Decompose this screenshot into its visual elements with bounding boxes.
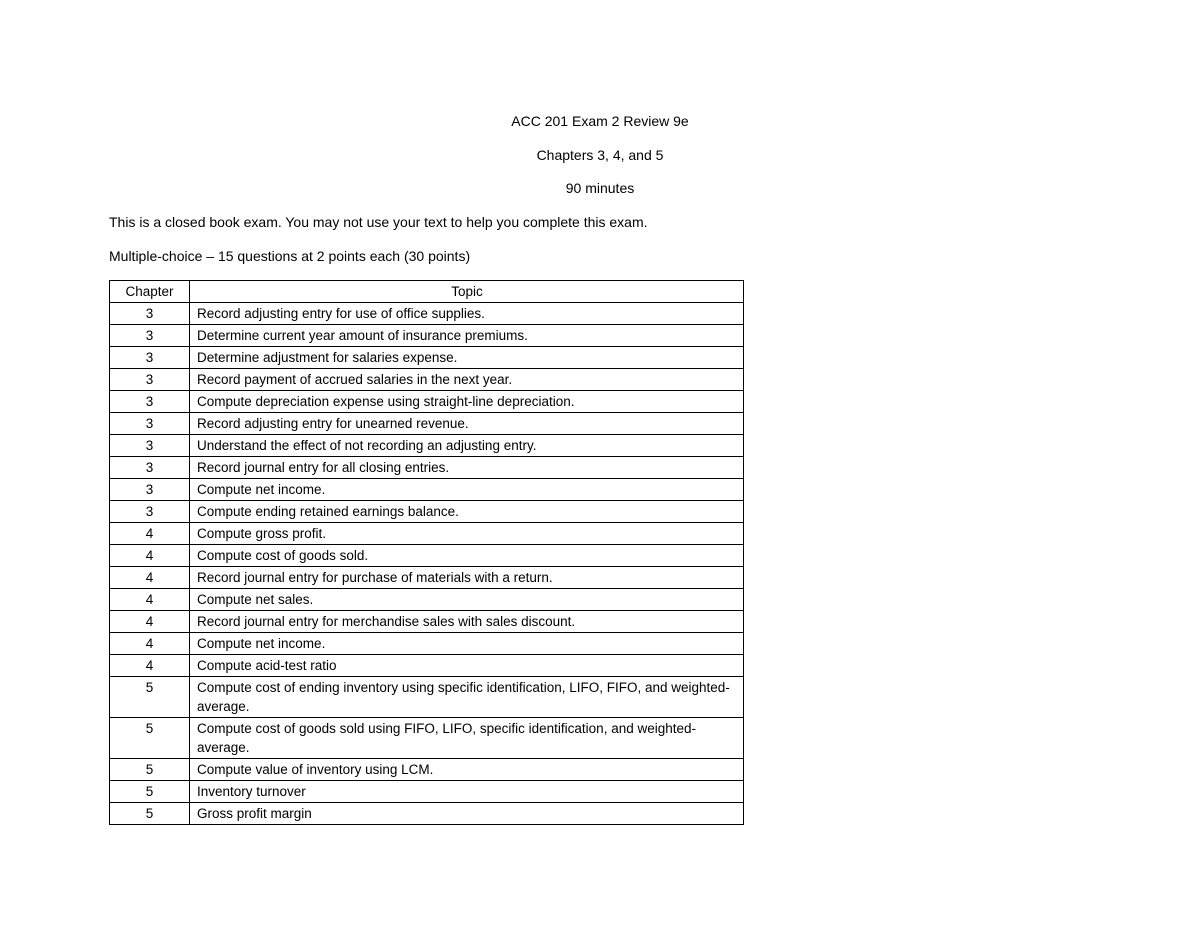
- topic-cell: Compute cost of goods sold using FIFO, LIFO, specific identification, and weighted-average.: [190, 718, 744, 759]
- chapter-cell: 4: [110, 545, 190, 567]
- topic-cell: Compute cost of goods sold.: [190, 545, 744, 567]
- table-row: [110, 347, 744, 369]
- table-row: [110, 413, 744, 435]
- topic-cell: Record journal entry for purchase of materials with a return.: [190, 567, 744, 589]
- table-row: [110, 435, 744, 457]
- document-title: ACC 201 Exam 2 Review 9e: [511, 113, 689, 129]
- topic-cell: Record journal entry for merchandise sales with sales discount.: [190, 611, 744, 633]
- table-row: [110, 781, 744, 803]
- topic-cell: Compute net sales.: [190, 589, 744, 611]
- table-row: [110, 479, 744, 501]
- chapter-cell: 5: [110, 677, 190, 718]
- chapter-cell: 5: [110, 803, 190, 825]
- table-row: [110, 325, 744, 347]
- table-row: [110, 457, 744, 479]
- topic-cell: Compute value of inventory using LCM.: [190, 759, 744, 781]
- topic-cell: Compute acid-test ratio: [190, 655, 744, 677]
- chapter-cell: 4: [110, 611, 190, 633]
- table-row: [110, 633, 744, 655]
- topic-cell: Understand the effect of not recording an adjusting entry.: [190, 435, 744, 457]
- chapter-cell: 4: [110, 655, 190, 677]
- topic-cell: Record adjusting entry for use of office supplies.: [190, 303, 744, 325]
- topic-cell: Compute ending retained earnings balance.: [190, 501, 744, 523]
- table-row: [110, 759, 744, 781]
- topics-table-body: [110, 303, 744, 825]
- table-row: [110, 545, 744, 567]
- chapters-subtitle: Chapters 3, 4, and 5: [536, 147, 664, 163]
- topic-cell: Compute net income.: [190, 633, 744, 655]
- exam-instructions: This is a closed book exam. You may not use your text to help you complete this exam.: [109, 214, 648, 230]
- chapter-cell: 4: [110, 633, 190, 655]
- chapter-cell: 3: [110, 369, 190, 391]
- chapter-column-header: Chapter: [110, 281, 190, 303]
- table-row: [110, 523, 744, 545]
- table-row: [110, 303, 744, 325]
- chapter-cell: 3: [110, 391, 190, 413]
- chapter-cell: 5: [110, 718, 190, 759]
- chapter-cell: 3: [110, 479, 190, 501]
- table-row: [110, 803, 744, 825]
- chapter-cell: 3: [110, 501, 190, 523]
- chapter-cell: 5: [110, 781, 190, 803]
- table-row: [110, 655, 744, 677]
- topic-cell: Record journal entry for all closing entries.: [190, 457, 744, 479]
- table-row: [110, 589, 744, 611]
- table-row: [110, 501, 744, 523]
- chapter-cell: 3: [110, 435, 190, 457]
- table-row: [110, 611, 744, 633]
- table-row: [110, 677, 744, 718]
- table-row: [110, 369, 744, 391]
- topic-cell: Record adjusting entry for unearned revenue.: [190, 413, 744, 435]
- table-row: [110, 718, 744, 759]
- topic-cell: Determine current year amount of insurance premiums.: [190, 325, 744, 347]
- multiple-choice-heading: Multiple-choice – 15 questions at 2 points each (30 points): [109, 248, 471, 264]
- topic-cell: Inventory turnover: [190, 781, 744, 803]
- chapter-cell: 4: [110, 523, 190, 545]
- topic-cell: Compute gross profit.: [190, 523, 744, 545]
- chapter-cell: 4: [110, 589, 190, 611]
- table-row: [110, 391, 744, 413]
- topic-cell: Determine adjustment for salaries expense.: [190, 347, 744, 369]
- table-row: [110, 567, 744, 589]
- exam-duration: 90 minutes: [565, 180, 635, 196]
- topic-column-header: Topic: [190, 281, 744, 303]
- chapter-cell: 3: [110, 325, 190, 347]
- chapter-cell: 3: [110, 303, 190, 325]
- topic-cell: Gross profit margin: [190, 803, 744, 825]
- topic-cell: Compute net income.: [190, 479, 744, 501]
- chapter-cell: 4: [110, 567, 190, 589]
- topic-cell: Record payment of accrued salaries in the next year.: [190, 369, 744, 391]
- chapter-cell: 3: [110, 347, 190, 369]
- table-header-row: [110, 281, 744, 303]
- topic-cell: Compute depreciation expense using straight-line depreciation.: [190, 391, 744, 413]
- chapter-cell: 3: [110, 457, 190, 479]
- topic-cell: Compute cost of ending inventory using specific identification, LIFO, FIFO, and weighted-average.: [190, 677, 744, 718]
- topics-table: [109, 280, 744, 825]
- chapter-cell: 5: [110, 759, 190, 781]
- chapter-cell: 3: [110, 413, 190, 435]
